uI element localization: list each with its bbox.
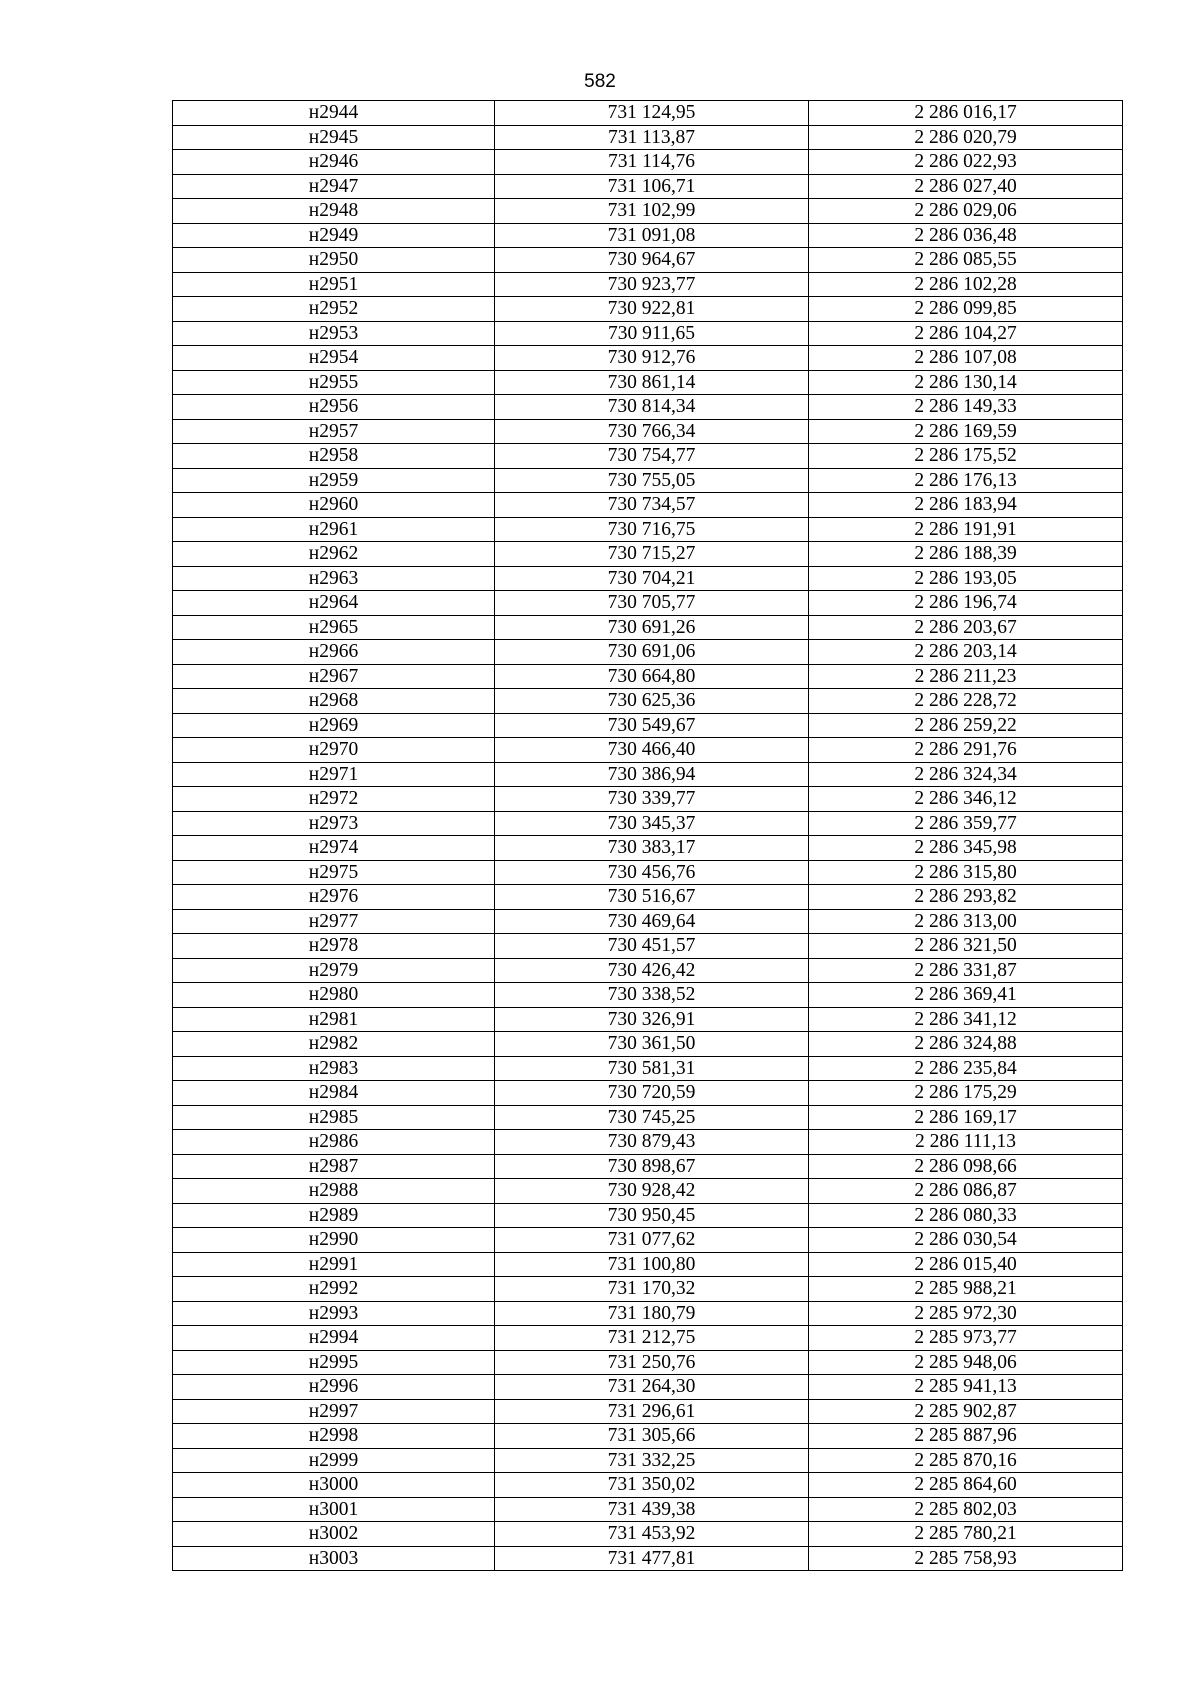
point-id-cell: н2994 xyxy=(173,1326,495,1351)
point-id-cell: н2995 xyxy=(173,1350,495,1375)
x-coordinate-cell: 731 170,32 xyxy=(495,1277,809,1302)
point-id-cell: н2950 xyxy=(173,248,495,273)
point-id-cell: н2945 xyxy=(173,125,495,150)
x-coordinate-cell: 731 332,25 xyxy=(495,1448,809,1473)
point-id-cell: н2969 xyxy=(173,713,495,738)
point-id-cell: н2985 xyxy=(173,1105,495,1130)
table-row xyxy=(173,591,1123,616)
point-id-cell: н2968 xyxy=(173,689,495,714)
point-id-cell: н2988 xyxy=(173,1179,495,1204)
y-coordinate-cell: 2 286 175,52 xyxy=(809,444,1123,469)
x-coordinate-cell: 730 581,31 xyxy=(495,1056,809,1081)
x-coordinate-cell: 731 124,95 xyxy=(495,101,809,126)
x-coordinate-cell: 730 625,36 xyxy=(495,689,809,714)
x-coordinate-cell: 730 755,05 xyxy=(495,468,809,493)
x-coordinate-cell: 730 361,50 xyxy=(495,1032,809,1057)
coordinates-table xyxy=(172,100,1123,1571)
point-id-cell: н2951 xyxy=(173,272,495,297)
y-coordinate-cell: 2 286 080,33 xyxy=(809,1203,1123,1228)
y-coordinate-cell: 2 285 864,60 xyxy=(809,1473,1123,1498)
table-row xyxy=(173,1473,1123,1498)
point-id-cell: н2978 xyxy=(173,934,495,959)
y-coordinate-cell: 2 285 948,06 xyxy=(809,1350,1123,1375)
y-coordinate-cell: 2 285 887,96 xyxy=(809,1424,1123,1449)
x-coordinate-cell: 731 077,62 xyxy=(495,1228,809,1253)
x-coordinate-cell: 730 345,37 xyxy=(495,811,809,836)
table-row xyxy=(173,1105,1123,1130)
y-coordinate-cell: 2 286 346,12 xyxy=(809,787,1123,812)
x-coordinate-cell: 730 339,77 xyxy=(495,787,809,812)
table-row xyxy=(173,542,1123,567)
y-coordinate-cell: 2 286 331,87 xyxy=(809,958,1123,983)
y-coordinate-cell: 2 285 902,87 xyxy=(809,1399,1123,1424)
x-coordinate-cell: 730 950,45 xyxy=(495,1203,809,1228)
y-coordinate-cell: 2 286 211,23 xyxy=(809,664,1123,689)
y-coordinate-cell: 2 285 758,93 xyxy=(809,1546,1123,1571)
table-row xyxy=(173,640,1123,665)
point-id-cell: н2944 xyxy=(173,101,495,126)
table-row xyxy=(173,934,1123,959)
x-coordinate-cell: 731 102,99 xyxy=(495,199,809,224)
point-id-cell: н2970 xyxy=(173,738,495,763)
y-coordinate-cell: 2 286 191,91 xyxy=(809,517,1123,542)
point-id-cell: н2991 xyxy=(173,1252,495,1277)
x-coordinate-cell: 731 264,30 xyxy=(495,1375,809,1400)
point-id-cell: н2996 xyxy=(173,1375,495,1400)
point-id-cell: н2975 xyxy=(173,860,495,885)
y-coordinate-cell: 2 286 369,41 xyxy=(809,983,1123,1008)
point-id-cell: н2981 xyxy=(173,1007,495,1032)
x-coordinate-cell: 730 704,21 xyxy=(495,566,809,591)
point-id-cell: н3003 xyxy=(173,1546,495,1571)
x-coordinate-cell: 730 383,17 xyxy=(495,836,809,861)
point-id-cell: н2957 xyxy=(173,419,495,444)
y-coordinate-cell: 2 286 111,13 xyxy=(809,1130,1123,1155)
x-coordinate-cell: 730 549,67 xyxy=(495,713,809,738)
table-row xyxy=(173,689,1123,714)
y-coordinate-cell: 2 286 027,40 xyxy=(809,174,1123,199)
table-row xyxy=(173,713,1123,738)
y-coordinate-cell: 2 286 029,06 xyxy=(809,199,1123,224)
x-coordinate-cell: 730 426,42 xyxy=(495,958,809,983)
table-row xyxy=(173,125,1123,150)
point-id-cell: н2987 xyxy=(173,1154,495,1179)
point-id-cell: н2979 xyxy=(173,958,495,983)
y-coordinate-cell: 2 286 235,84 xyxy=(809,1056,1123,1081)
point-id-cell: н2983 xyxy=(173,1056,495,1081)
y-coordinate-cell: 2 285 941,13 xyxy=(809,1375,1123,1400)
point-id-cell: н2965 xyxy=(173,615,495,640)
y-coordinate-cell: 2 286 175,29 xyxy=(809,1081,1123,1106)
x-coordinate-cell: 731 212,75 xyxy=(495,1326,809,1351)
y-coordinate-cell: 2 286 341,12 xyxy=(809,1007,1123,1032)
point-id-cell: н2949 xyxy=(173,223,495,248)
x-coordinate-cell: 731 180,79 xyxy=(495,1301,809,1326)
table-row xyxy=(173,1056,1123,1081)
point-id-cell: н2976 xyxy=(173,885,495,910)
table-row xyxy=(173,101,1123,126)
table-row xyxy=(173,1007,1123,1032)
x-coordinate-cell: 730 928,42 xyxy=(495,1179,809,1204)
point-id-cell: н2982 xyxy=(173,1032,495,1057)
point-id-cell: н2990 xyxy=(173,1228,495,1253)
y-coordinate-cell: 2 286 203,67 xyxy=(809,615,1123,640)
x-coordinate-cell: 730 451,57 xyxy=(495,934,809,959)
y-coordinate-cell: 2 286 291,76 xyxy=(809,738,1123,763)
point-id-cell: н2964 xyxy=(173,591,495,616)
y-coordinate-cell: 2 285 780,21 xyxy=(809,1522,1123,1547)
y-coordinate-cell: 2 286 149,33 xyxy=(809,395,1123,420)
y-coordinate-cell: 2 286 324,34 xyxy=(809,762,1123,787)
point-id-cell: н2948 xyxy=(173,199,495,224)
table-row xyxy=(173,174,1123,199)
table-row xyxy=(173,321,1123,346)
y-coordinate-cell: 2 286 313,00 xyxy=(809,909,1123,934)
table-row xyxy=(173,836,1123,861)
point-id-cell: н2974 xyxy=(173,836,495,861)
table-row xyxy=(173,468,1123,493)
x-coordinate-cell: 730 879,43 xyxy=(495,1130,809,1155)
point-id-cell: н3001 xyxy=(173,1497,495,1522)
x-coordinate-cell: 730 861,14 xyxy=(495,370,809,395)
table-row xyxy=(173,517,1123,542)
x-coordinate-cell: 731 114,76 xyxy=(495,150,809,175)
table-row xyxy=(173,150,1123,175)
y-coordinate-cell: 2 286 259,22 xyxy=(809,713,1123,738)
point-id-cell: н2960 xyxy=(173,493,495,518)
table-row xyxy=(173,1228,1123,1253)
table-row xyxy=(173,811,1123,836)
table-row xyxy=(173,297,1123,322)
table-row xyxy=(173,860,1123,885)
table-row xyxy=(173,1375,1123,1400)
x-coordinate-cell: 730 326,91 xyxy=(495,1007,809,1032)
x-coordinate-cell: 731 091,08 xyxy=(495,223,809,248)
x-coordinate-cell: 731 250,76 xyxy=(495,1350,809,1375)
point-id-cell: н2989 xyxy=(173,1203,495,1228)
table-row xyxy=(173,248,1123,273)
x-coordinate-cell: 730 912,76 xyxy=(495,346,809,371)
x-coordinate-cell: 730 338,52 xyxy=(495,983,809,1008)
y-coordinate-cell: 2 285 870,16 xyxy=(809,1448,1123,1473)
table-row xyxy=(173,1130,1123,1155)
table-row xyxy=(173,1301,1123,1326)
x-coordinate-cell: 730 720,59 xyxy=(495,1081,809,1106)
x-coordinate-cell: 731 305,66 xyxy=(495,1424,809,1449)
point-id-cell: н2986 xyxy=(173,1130,495,1155)
x-coordinate-cell: 730 754,77 xyxy=(495,444,809,469)
point-id-cell: н2954 xyxy=(173,346,495,371)
y-coordinate-cell: 2 286 020,79 xyxy=(809,125,1123,150)
point-id-cell: н2980 xyxy=(173,983,495,1008)
y-coordinate-cell: 2 286 293,82 xyxy=(809,885,1123,910)
table-row xyxy=(173,566,1123,591)
table-row xyxy=(173,370,1123,395)
x-coordinate-cell: 730 922,81 xyxy=(495,297,809,322)
x-coordinate-cell: 730 734,57 xyxy=(495,493,809,518)
table-row xyxy=(173,346,1123,371)
y-coordinate-cell: 2 286 345,98 xyxy=(809,836,1123,861)
y-coordinate-cell: 2 285 972,30 xyxy=(809,1301,1123,1326)
point-id-cell: н3002 xyxy=(173,1522,495,1547)
y-coordinate-cell: 2 286 030,54 xyxy=(809,1228,1123,1253)
y-coordinate-cell: 2 286 188,39 xyxy=(809,542,1123,567)
y-coordinate-cell: 2 286 015,40 xyxy=(809,1252,1123,1277)
x-coordinate-cell: 730 898,67 xyxy=(495,1154,809,1179)
x-coordinate-cell: 730 516,67 xyxy=(495,885,809,910)
table-row xyxy=(173,738,1123,763)
point-id-cell: н2958 xyxy=(173,444,495,469)
x-coordinate-cell: 730 911,65 xyxy=(495,321,809,346)
x-coordinate-cell: 731 477,81 xyxy=(495,1546,809,1571)
table-row xyxy=(173,1448,1123,1473)
coordinates-table-body xyxy=(173,101,1123,1571)
table-row xyxy=(173,1154,1123,1179)
x-coordinate-cell: 730 766,34 xyxy=(495,419,809,444)
y-coordinate-cell: 2 285 973,77 xyxy=(809,1326,1123,1351)
x-coordinate-cell: 730 715,27 xyxy=(495,542,809,567)
y-coordinate-cell: 2 286 086,87 xyxy=(809,1179,1123,1204)
y-coordinate-cell: 2 286 315,80 xyxy=(809,860,1123,885)
x-coordinate-cell: 730 466,40 xyxy=(495,738,809,763)
x-coordinate-cell: 730 745,25 xyxy=(495,1105,809,1130)
point-id-cell: н2959 xyxy=(173,468,495,493)
page-number: 582 xyxy=(584,71,616,92)
table-row xyxy=(173,762,1123,787)
table-row xyxy=(173,1277,1123,1302)
point-id-cell: н2963 xyxy=(173,566,495,591)
table-row xyxy=(173,223,1123,248)
y-coordinate-cell: 2 286 130,14 xyxy=(809,370,1123,395)
y-coordinate-cell: 2 286 016,17 xyxy=(809,101,1123,126)
table-row xyxy=(173,419,1123,444)
y-coordinate-cell: 2 286 098,66 xyxy=(809,1154,1123,1179)
table-row xyxy=(173,1326,1123,1351)
point-id-cell: н2953 xyxy=(173,321,495,346)
y-coordinate-cell: 2 285 988,21 xyxy=(809,1277,1123,1302)
table-row xyxy=(173,664,1123,689)
table-row xyxy=(173,1252,1123,1277)
point-id-cell: н2992 xyxy=(173,1277,495,1302)
table-row xyxy=(173,1424,1123,1449)
x-coordinate-cell: 731 453,92 xyxy=(495,1522,809,1547)
point-id-cell: н3000 xyxy=(173,1473,495,1498)
y-coordinate-cell: 2 286 104,27 xyxy=(809,321,1123,346)
table-row xyxy=(173,787,1123,812)
y-coordinate-cell: 2 286 169,59 xyxy=(809,419,1123,444)
x-coordinate-cell: 730 691,06 xyxy=(495,640,809,665)
x-coordinate-cell: 731 100,80 xyxy=(495,1252,809,1277)
table-row xyxy=(173,395,1123,420)
point-id-cell: н2967 xyxy=(173,664,495,689)
point-id-cell: н2973 xyxy=(173,811,495,836)
table-row xyxy=(173,909,1123,934)
x-coordinate-cell: 730 716,75 xyxy=(495,517,809,542)
y-coordinate-cell: 2 286 107,08 xyxy=(809,346,1123,371)
y-coordinate-cell: 2 286 196,74 xyxy=(809,591,1123,616)
table-row xyxy=(173,958,1123,983)
table-row xyxy=(173,444,1123,469)
x-coordinate-cell: 730 456,76 xyxy=(495,860,809,885)
table-row xyxy=(173,1399,1123,1424)
table-row xyxy=(173,272,1123,297)
point-id-cell: н2971 xyxy=(173,762,495,787)
x-coordinate-cell: 731 106,71 xyxy=(495,174,809,199)
x-coordinate-cell: 731 350,02 xyxy=(495,1473,809,1498)
y-coordinate-cell: 2 286 321,50 xyxy=(809,934,1123,959)
x-coordinate-cell: 730 386,94 xyxy=(495,762,809,787)
table-row xyxy=(173,885,1123,910)
y-coordinate-cell: 2 286 183,94 xyxy=(809,493,1123,518)
point-id-cell: н2952 xyxy=(173,297,495,322)
point-id-cell: н2977 xyxy=(173,909,495,934)
table-row xyxy=(173,199,1123,224)
table-row xyxy=(173,1522,1123,1547)
point-id-cell: н2984 xyxy=(173,1081,495,1106)
point-id-cell: н2972 xyxy=(173,787,495,812)
y-coordinate-cell: 2 286 036,48 xyxy=(809,223,1123,248)
y-coordinate-cell: 2 285 802,03 xyxy=(809,1497,1123,1522)
x-coordinate-cell: 730 469,64 xyxy=(495,909,809,934)
x-coordinate-cell: 730 664,80 xyxy=(495,664,809,689)
y-coordinate-cell: 2 286 176,13 xyxy=(809,468,1123,493)
table-row xyxy=(173,1203,1123,1228)
x-coordinate-cell: 731 439,38 xyxy=(495,1497,809,1522)
point-id-cell: н2997 xyxy=(173,1399,495,1424)
table-row xyxy=(173,983,1123,1008)
x-coordinate-cell: 730 705,77 xyxy=(495,591,809,616)
y-coordinate-cell: 2 286 324,88 xyxy=(809,1032,1123,1057)
y-coordinate-cell: 2 286 169,17 xyxy=(809,1105,1123,1130)
y-coordinate-cell: 2 286 359,77 xyxy=(809,811,1123,836)
table-row xyxy=(173,493,1123,518)
point-id-cell: н2961 xyxy=(173,517,495,542)
table-row xyxy=(173,615,1123,640)
point-id-cell: н2946 xyxy=(173,150,495,175)
table-row xyxy=(173,1350,1123,1375)
x-coordinate-cell: 730 923,77 xyxy=(495,272,809,297)
table-row xyxy=(173,1546,1123,1571)
x-coordinate-cell: 730 964,67 xyxy=(495,248,809,273)
y-coordinate-cell: 2 286 022,93 xyxy=(809,150,1123,175)
point-id-cell: н2966 xyxy=(173,640,495,665)
point-id-cell: н2956 xyxy=(173,395,495,420)
y-coordinate-cell: 2 286 228,72 xyxy=(809,689,1123,714)
table-row xyxy=(173,1032,1123,1057)
table-row xyxy=(173,1081,1123,1106)
x-coordinate-cell: 730 814,34 xyxy=(495,395,809,420)
x-coordinate-cell: 731 113,87 xyxy=(495,125,809,150)
y-coordinate-cell: 2 286 193,05 xyxy=(809,566,1123,591)
point-id-cell: н2947 xyxy=(173,174,495,199)
y-coordinate-cell: 2 286 085,55 xyxy=(809,248,1123,273)
point-id-cell: н2962 xyxy=(173,542,495,567)
point-id-cell: н2955 xyxy=(173,370,495,395)
x-coordinate-cell: 730 691,26 xyxy=(495,615,809,640)
point-id-cell: н2998 xyxy=(173,1424,495,1449)
table-row xyxy=(173,1179,1123,1204)
y-coordinate-cell: 2 286 102,28 xyxy=(809,272,1123,297)
y-coordinate-cell: 2 286 203,14 xyxy=(809,640,1123,665)
point-id-cell: н2999 xyxy=(173,1448,495,1473)
point-id-cell: н2993 xyxy=(173,1301,495,1326)
y-coordinate-cell: 2 286 099,85 xyxy=(809,297,1123,322)
table-row xyxy=(173,1497,1123,1522)
x-coordinate-cell: 731 296,61 xyxy=(495,1399,809,1424)
